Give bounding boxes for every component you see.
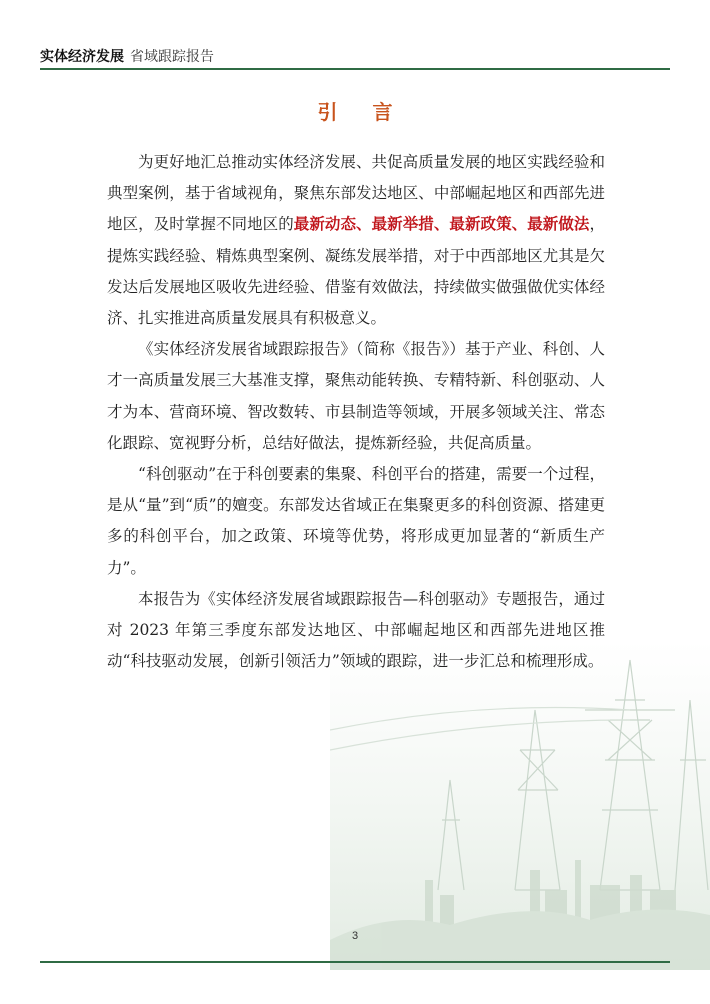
- paragraph-1-after: ，提炼实践经验、精炼典型案例、凝练发展举措，对于中西部地区尤其是欠发达后发展地区吸收先进经验、借鉴有效做法，持续做实做强做优实体经济、扎实推进高质量发展具有积极意义。: [107, 215, 605, 328]
- paragraph-1-before: 为更好地汇总推动实体经济发展、共促高质量发展的地区实践经验和典型案例，基于省域视角，聚焦东部发达地区、中部崛起地区和西部先进地区，及时掌握不同地区的: [107, 153, 605, 234]
- page-header: [40, 40, 670, 66]
- header-title-light: 省域跟踪报告: [130, 49, 214, 65]
- header-title-bold: 实体经济发展: [40, 49, 124, 65]
- footer-divider: [40, 961, 670, 963]
- paragraph-4: 本报告为《实体经济发展省域跟踪报告—科创驱动》专题报告，通过对 2023 年第三季度东部发达地区、中部崛起地区和西部先进地区推动“科技驱动发展，创新引领活力”领域的跟踪，进一步汇总和梳理形成。: [107, 589, 605, 671]
- header-divider: [40, 68, 670, 70]
- page-title: 引 言: [317, 100, 407, 124]
- paragraph-2: 《实体经济发展省域跟踪报告》（简称《报告》）基于产业、科创、人才一高质量发展三大基准支撑，聚焦动能转换、专精特新、科创驱动、人才为本、营商环境、智改数转、市县制造等领域，开展多领域关注、常态化跟踪、宽视野分析，总结好做法，提炼新经验，共促高质量。: [107, 340, 605, 452]
- background-pylons-illustration: [330, 640, 710, 970]
- body-text: [107, 147, 605, 677]
- paragraph-1: [107, 147, 605, 334]
- paragraph-3: “科创驱动”在于科创要素的集聚、科创平台的搭建，需要一个过程，是从“量”到“质”的嬗变。东部发达省域正在集聚更多的科创资源、搭建更多的科创平台，加之政策、环境等优势，将形成更加显著的“新质生产力”。: [107, 465, 605, 577]
- page-number: 3: [351, 930, 359, 942]
- paragraph-1-highlight: 最新动态、最新举措、最新政策、最新做法: [293, 215, 590, 234]
